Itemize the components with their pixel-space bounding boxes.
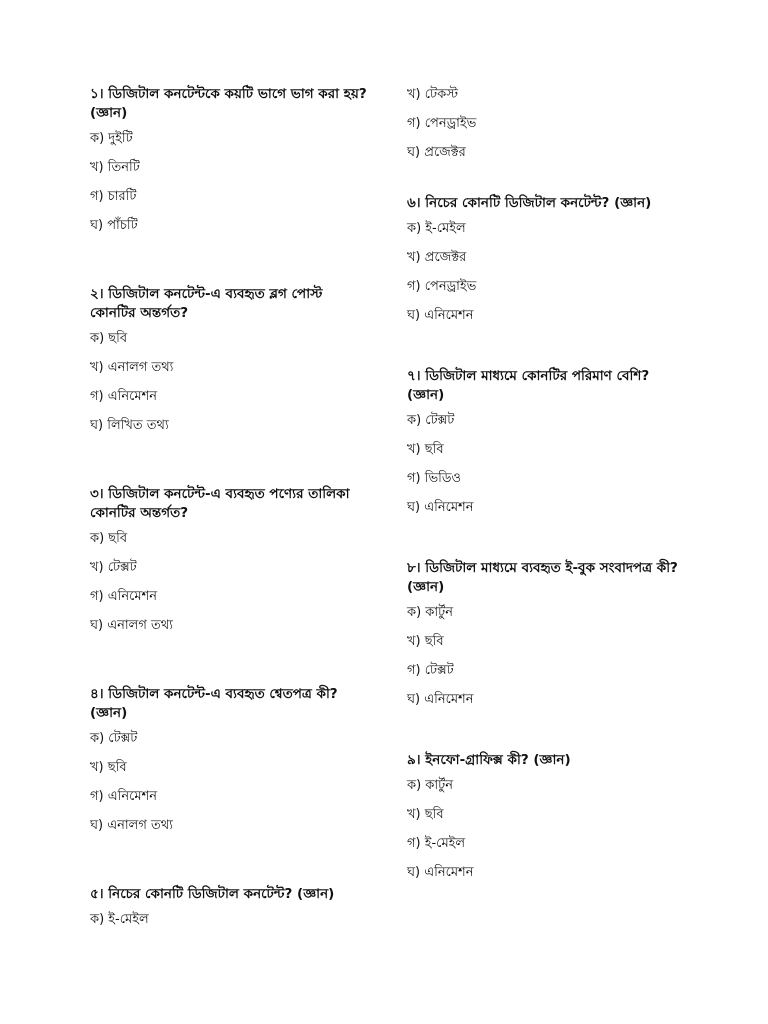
option: খ) টেক্সট [90,560,137,575]
option: ঘ) এনিমেশন [407,308,474,323]
question-text: ৭। ডিজিটাল মাধ্যমে কোনটির পরিমাণ বেশি? (জ্ঞান) [407,368,650,403]
option: ঘ) প্রজেক্টর [407,145,466,160]
question-text: ৯। ইনফো-গ্রাফিক্স কী? (জ্ঞান) [407,752,571,768]
question-5 [90,885,370,939]
option: খ) ছবি [407,807,444,822]
option: গ) টেক্সট [407,663,454,678]
option: ঘ) লিখিত তথ্য [90,418,169,433]
option: খ) ছবি [407,442,444,457]
question-9 [407,751,682,892]
option: ঘ) এনিমেশন [407,500,474,515]
option: খ) ছবি [90,760,127,775]
question-5-continuation [407,85,682,172]
left-column [90,85,370,979]
question-2 [90,285,370,445]
question-text: ৫। নিচের কোনটি ডিজিটাল কনটেন্ট? (জ্ঞান) [90,886,335,902]
option: ঘ) পাঁচটি [90,218,138,233]
option: ক) টেক্সট [407,413,455,428]
question-text: ৩। ডিজিটাল কনটেন্ট-এ ব্যবহৃত পণ্যের তালিকা কোনটির অন্তর্গত? [90,486,350,521]
question-6 [407,194,682,335]
option: ক) ছবি [90,331,128,346]
right-column [407,85,682,924]
question-text: ৮। ডিজিটাল মাধ্যমে ব্যবহৃত ই-বুক সংবাদপত্র কী? (জ্ঞান) [407,560,678,595]
question-3 [90,485,370,645]
option: ঘ) এনিমেশন [407,865,474,880]
option: ক) দুইটি [90,131,133,146]
option: ক) কার্টুন [407,778,454,793]
option: গ) পেনড্রাইভ [407,116,477,131]
option: খ) ছবি [407,634,444,649]
option: খ) টেকস্ট [407,87,458,102]
option: খ) এনালগ তথ্য [90,360,174,375]
option: গ) ভিডিও [407,471,461,486]
option: ক) ছবি [90,531,128,546]
option: ঘ) এনালগ তথ্য [90,818,173,833]
option: ক) টেক্সট [90,731,138,746]
option: গ) ই-মেইল [407,836,466,851]
question-4 [90,685,370,845]
question-text: ১। ডিজিটাল কনটেন্টকে কয়টি ভাগে ভাগ করা হয়? (জ্ঞান) [90,86,367,121]
option: ক) ই-মেইল [90,912,149,927]
question-7 [407,367,682,527]
option: ঘ) এনালগ তথ্য [90,618,173,633]
option: খ) প্রজেক্টর [407,250,467,265]
option: ঘ) এনিমেশন [407,692,474,707]
question-text: ২। ডিজিটাল কনটেন্ট-এ ব্যবহৃত ব্লগ পোস্ট কোনটির অন্তর্গত? [90,286,323,321]
question-text: ৬। নিচের কোনটি ডিজিটাল কনটেন্ট? (জ্ঞান) [407,195,652,211]
option: খ) তিনটি [90,160,140,175]
question-text: ৪। ডিজিটাল কনটেন্ট-এ ব্যবহৃত শ্বেতপত্র কী? (জ্ঞান) [90,686,338,721]
option: গ) চারটি [90,189,137,204]
question-1 [90,85,370,245]
option: গ) এনিমেশন [90,389,157,404]
question-8 [407,559,682,719]
option: গ) পেনড্রাইভ [407,279,477,294]
option: গ) এনিমেশন [90,789,157,804]
option: ক) ই-মেইল [407,221,466,236]
option: গ) এনিমেশন [90,589,157,604]
option: ক) কার্টুন [407,605,454,620]
